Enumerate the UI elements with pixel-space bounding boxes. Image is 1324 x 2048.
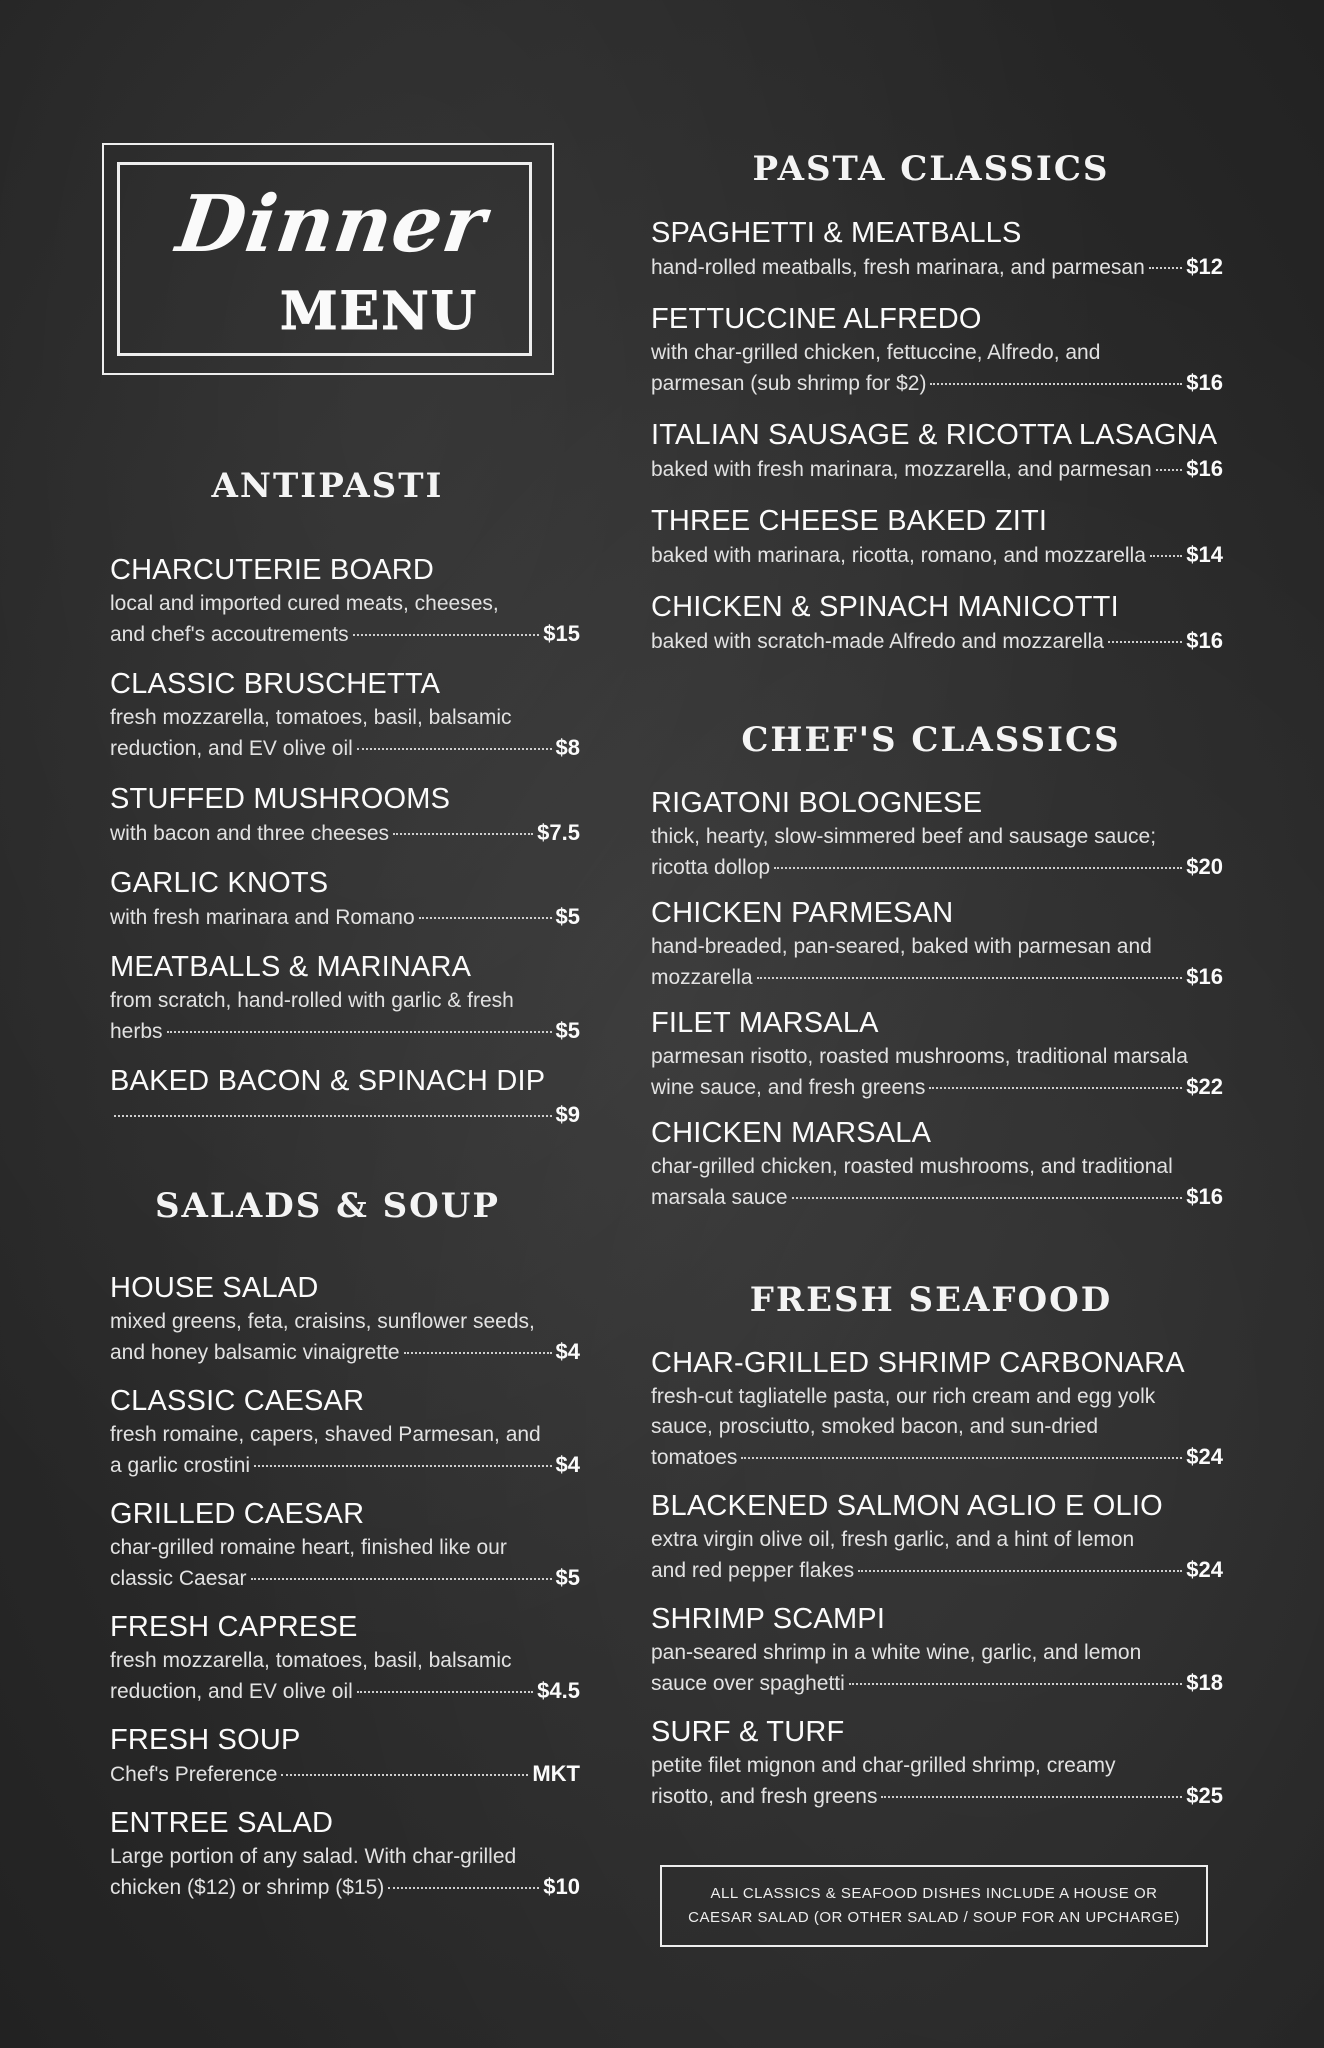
dot-leader	[419, 917, 552, 919]
menu-item-name: CLASSIC CAESAR	[110, 1385, 365, 1417]
menu-item-description-line: parmesan (sub shrimp for $2)	[651, 372, 927, 395]
menu-item-description	[110, 1420, 580, 1481]
section-title-seafood: FRESH SEAFOOD	[749, 1280, 1113, 1320]
menu-item-description-line: extra virgin olive oil, fresh garlic, and a hint of lemon	[651, 1528, 1135, 1551]
menu-item-description-line: baked with fresh marinara, mozzarella, and parmesan	[651, 458, 1152, 481]
menu-item-name: RIGATONI BOLOGNESE	[651, 787, 983, 819]
menu-item-price: $20	[1186, 854, 1223, 879]
menu-title-main: MENU	[280, 281, 479, 342]
dot-leader	[254, 1465, 551, 1467]
menu-item-price: $16	[1186, 1184, 1223, 1209]
menu-item-description-line: herbs	[110, 1020, 163, 1043]
menu-item-description-line: with fresh marinara and Romano	[110, 906, 415, 929]
dot-leader	[929, 1087, 1182, 1089]
menu-item-description-line: char-grilled romaine heart, finished like our	[110, 1536, 507, 1559]
menu-item-description-line: local and imported cured meats, cheeses,	[110, 592, 499, 615]
menu-item-description	[651, 540, 1223, 571]
menu-item-description	[651, 1382, 1223, 1473]
dot-leader	[251, 1578, 552, 1580]
menu-title-box	[102, 143, 554, 375]
dot-leader	[357, 1691, 533, 1693]
menu-item-description	[651, 1638, 1223, 1699]
menu-item-name: GRILLED CAESAR	[110, 1498, 365, 1530]
dot-leader	[1108, 641, 1182, 643]
menu-item	[110, 1806, 580, 1903]
menu-item	[651, 1346, 1223, 1473]
menu-item-description-line: wine sauce, and fresh greens	[651, 1076, 926, 1099]
menu-item-name: CHAR-GRILLED SHRIMP CARBONARA	[651, 1347, 1185, 1379]
menu-item-description	[110, 1842, 580, 1903]
menu-item	[110, 782, 580, 849]
menu-item-description-line: fresh mozzarella, tomatoes, basil, balsamic	[110, 706, 512, 729]
section-title-salads: SALADS & SOUP	[154, 1186, 500, 1226]
menu-item-price: $16	[1186, 628, 1223, 653]
dot-leader	[930, 383, 1182, 385]
footnote-box: ALL CLASSICS & SEAFOOD DISHES INCLUDE A HOUSE OR CAESAR SALAD (OR OTHER SALAD / SOUP FOR AN UPCHARGE)	[660, 1865, 1208, 1947]
menu-item	[651, 216, 1223, 283]
menu-item-price: $10	[543, 1874, 580, 1899]
menu-item-description	[651, 822, 1223, 883]
menu-item-description	[651, 1751, 1223, 1812]
menu-item-description-line: reduction, and EV olive oil	[110, 1680, 353, 1703]
menu-item-price: $5	[555, 904, 580, 929]
menu-item-name: FRESH SOUP	[110, 1724, 301, 1756]
menu-item-description	[110, 1646, 580, 1707]
dot-leader	[353, 634, 540, 636]
menu-item-description-line: mixed greens, feta, craisins, sunflower seeds,	[110, 1310, 535, 1333]
dot-leader	[757, 977, 1183, 979]
dot-leader	[1149, 267, 1183, 269]
menu-item-price: $7.5	[537, 820, 580, 845]
menu-item-price: $18	[1186, 1670, 1223, 1695]
dot-leader	[881, 1796, 1182, 1798]
menu-item	[110, 1497, 580, 1594]
menu-item-description	[110, 902, 580, 933]
menu-item-description-line: a garlic crostini	[110, 1454, 251, 1477]
menu-item-description	[110, 1307, 580, 1368]
menu-item-description	[651, 1042, 1223, 1103]
dot-leader	[281, 1774, 528, 1776]
menu-item	[651, 504, 1223, 571]
dot-leader	[1156, 469, 1183, 471]
menu-item-description-line: classic Caesar	[110, 1567, 247, 1590]
menu-item-price: $4.5	[537, 1678, 580, 1703]
menu-item-description-line: marsala sauce	[651, 1186, 788, 1209]
menu-item	[110, 1723, 580, 1790]
menu-item-price: $5	[555, 1018, 580, 1043]
menu-item-name: BLACKENED SALMON AGLIO E OLIO	[651, 1490, 1163, 1522]
menu-item-description	[651, 252, 1223, 283]
menu-item-description	[110, 986, 580, 1047]
dot-leader	[114, 1115, 552, 1117]
menu-item-description-line: chicken ($12) or shrimp ($15)	[110, 1876, 385, 1899]
menu-item-description-line: tomatoes	[651, 1446, 738, 1469]
menu-item-description-line: fresh mozzarella, tomatoes, basil, balsamic	[110, 1649, 512, 1672]
menu-item-description-line: Large portion of any salad. With char-grilled	[110, 1845, 517, 1868]
menu-item-description-line: pan-seared shrimp in a white wine, garlic, and lemon	[651, 1641, 1142, 1664]
menu-item-description-line: with bacon and three cheeses	[110, 822, 390, 845]
menu-item-price: $24	[1186, 1557, 1223, 1582]
menu-item-name: SURF & TURF	[651, 1716, 845, 1748]
menu-item-description-line: fresh-cut tagliatelle pasta, our rich cream and egg yolk	[651, 1385, 1156, 1408]
menu-item-description-line: fresh romaine, capers, shaved Parmesan, and	[110, 1423, 541, 1446]
menu-item-description	[110, 589, 580, 650]
menu-item-description	[110, 703, 580, 764]
menu-title-inner-frame	[117, 162, 532, 356]
menu-item-description-line: and honey balsamic vinaigrette	[110, 1341, 400, 1364]
menu-item-name: SHRIMP SCAMPI	[651, 1603, 886, 1635]
menu-item-price: $25	[1186, 1783, 1223, 1808]
menu-item	[110, 553, 580, 650]
menu-item-name: THREE CHEESE BAKED ZITI	[651, 505, 1048, 537]
menu-item-description-line: sauce, prosciutto, smoked bacon, and sun-dried	[651, 1415, 1099, 1438]
menu-item-price: $16	[1186, 370, 1223, 395]
menu-item-name: ENTREE SALAD	[110, 1807, 334, 1839]
menu-item-price: $5	[555, 1565, 580, 1590]
menu-item-price: $22	[1186, 1074, 1223, 1099]
menu-item	[651, 1489, 1223, 1586]
menu-item-description-line: ricotta dollop	[651, 856, 771, 879]
menu-item-description	[110, 1759, 580, 1790]
menu-item-price: MKT	[532, 1761, 580, 1786]
menu-item-name: SPAGHETTI & MEATBALLS	[651, 217, 1022, 249]
dot-leader	[404, 1352, 552, 1354]
dot-leader	[167, 1031, 552, 1033]
menu-item	[651, 590, 1223, 657]
menu-item-description-line: parmesan risotto, roasted mushrooms, traditional marsala	[651, 1045, 1188, 1068]
menu-item-name: MEATBALLS & MARINARA	[110, 951, 472, 983]
menu-item-description-line: with char-grilled chicken, fettuccine, Alfredo, and	[651, 341, 1101, 364]
menu-item-price: $8	[555, 735, 580, 760]
menu-item-name: BAKED BACON & SPINACH DIP	[110, 1065, 546, 1097]
menu-item-name: CHICKEN MARSALA	[651, 1117, 932, 1149]
menu-item-description	[651, 1152, 1223, 1213]
menu-item-description	[651, 626, 1223, 657]
menu-item-description-line: mozzarella	[651, 966, 753, 989]
menu-item-description-line: sauce over spaghetti	[651, 1672, 845, 1695]
dot-leader	[1150, 555, 1182, 557]
menu-item-description-line: Chef's Preference	[110, 1763, 278, 1786]
menu-item-price: $16	[1186, 456, 1223, 481]
menu-item-price: $9	[555, 1102, 580, 1127]
menu-item	[651, 418, 1223, 485]
menu-item	[110, 1064, 580, 1130]
menu-item	[651, 1602, 1223, 1699]
menu-item-description	[651, 338, 1223, 399]
menu-item-description-line: baked with scratch-made Alfredo and mozzarella	[651, 630, 1104, 653]
menu-item-price: $12	[1186, 254, 1223, 279]
menu-item-description-line: and chef's accoutrements	[110, 623, 349, 646]
menu-item	[651, 1715, 1223, 1812]
section-title-antipasti: ANTIPASTI	[211, 466, 444, 506]
menu-item-description-line: thick, hearty, slow-simmered beef and sausage sauce;	[651, 825, 1157, 848]
menu-item-description-line: baked with marinara, ricotta, romano, and mozzarella	[651, 544, 1146, 567]
menu-item-name: GARLIC KNOTS	[110, 867, 329, 899]
menu-item	[110, 866, 580, 933]
menu-item-description	[651, 454, 1223, 485]
menu-item-description-line: risotto, and fresh greens	[651, 1785, 878, 1808]
menu-item-name: STUFFED MUSHROOMS	[110, 783, 451, 815]
dot-leader	[393, 833, 533, 835]
menu-item	[110, 1610, 580, 1707]
menu-item-description-line: and red pepper flakes	[651, 1559, 855, 1582]
menu-title-script: Dinner	[171, 179, 492, 270]
menu-item-name: FETTUCCINE ALFREDO	[651, 303, 982, 335]
dot-leader	[858, 1570, 1182, 1572]
dot-leader	[388, 1887, 539, 1889]
menu-item-description	[651, 1525, 1223, 1586]
menu-item-price: $14	[1186, 542, 1223, 567]
menu-item	[651, 896, 1223, 993]
menu-item-description-line: petite filet mignon and char-grilled shrimp, creamy	[651, 1754, 1116, 1777]
dot-leader	[792, 1197, 1183, 1199]
menu-item-name: FILET MARSALA	[651, 1007, 879, 1039]
menu-item-description	[651, 932, 1223, 993]
menu-item	[651, 786, 1223, 883]
menu-item	[651, 1006, 1223, 1103]
menu-item-description-line: char-grilled chicken, roasted mushrooms, and traditional	[651, 1155, 1173, 1178]
menu-item-description	[110, 818, 580, 849]
menu-item-description-line: from scratch, hand-rolled with garlic & fresh	[110, 989, 514, 1012]
menu-item	[110, 1384, 580, 1481]
menu-item-price: $24	[1186, 1444, 1223, 1469]
dot-leader	[741, 1457, 1182, 1459]
menu-item-price: $4	[555, 1339, 580, 1364]
menu-item	[110, 667, 580, 764]
menu-item-name: CHICKEN PARMESAN	[651, 897, 954, 929]
menu-item-description	[110, 1100, 580, 1130]
menu-item-price: $15	[543, 621, 580, 646]
menu-item-name: CHICKEN & SPINACH MANICOTTI	[651, 591, 1119, 623]
menu-item-name: CHARCUTERIE BOARD	[110, 554, 435, 586]
menu-item-description-line: reduction, and EV olive oil	[110, 737, 353, 760]
menu-item-name: ITALIAN SAUSAGE & RICOTTA LASAGNA	[651, 419, 1218, 451]
menu-item	[651, 302, 1223, 399]
menu-item-price: $4	[555, 1452, 580, 1477]
section-title-chefs: CHEF'S CLASSICS	[741, 720, 1121, 760]
section-title-pasta: PASTA CLASSICS	[752, 149, 1110, 189]
menu-item-description-line: hand-rolled meatballs, fresh marinara, and parmesan	[651, 256, 1145, 279]
menu-item	[110, 1271, 580, 1368]
menu-item-description	[110, 1533, 580, 1594]
dot-leader	[357, 748, 552, 750]
dot-leader	[849, 1683, 1182, 1685]
dot-leader	[774, 867, 1182, 869]
menu-item	[651, 1116, 1223, 1213]
menu-item-name: FRESH CAPRESE	[110, 1611, 358, 1643]
menu-item-description-line: hand-breaded, pan-seared, baked with parmesan and	[651, 935, 1152, 958]
menu-item-price: $16	[1186, 964, 1223, 989]
menu-item-name: HOUSE SALAD	[110, 1272, 319, 1304]
menu-item	[110, 950, 580, 1047]
menu-item-name: CLASSIC BRUSCHETTA	[110, 668, 441, 700]
